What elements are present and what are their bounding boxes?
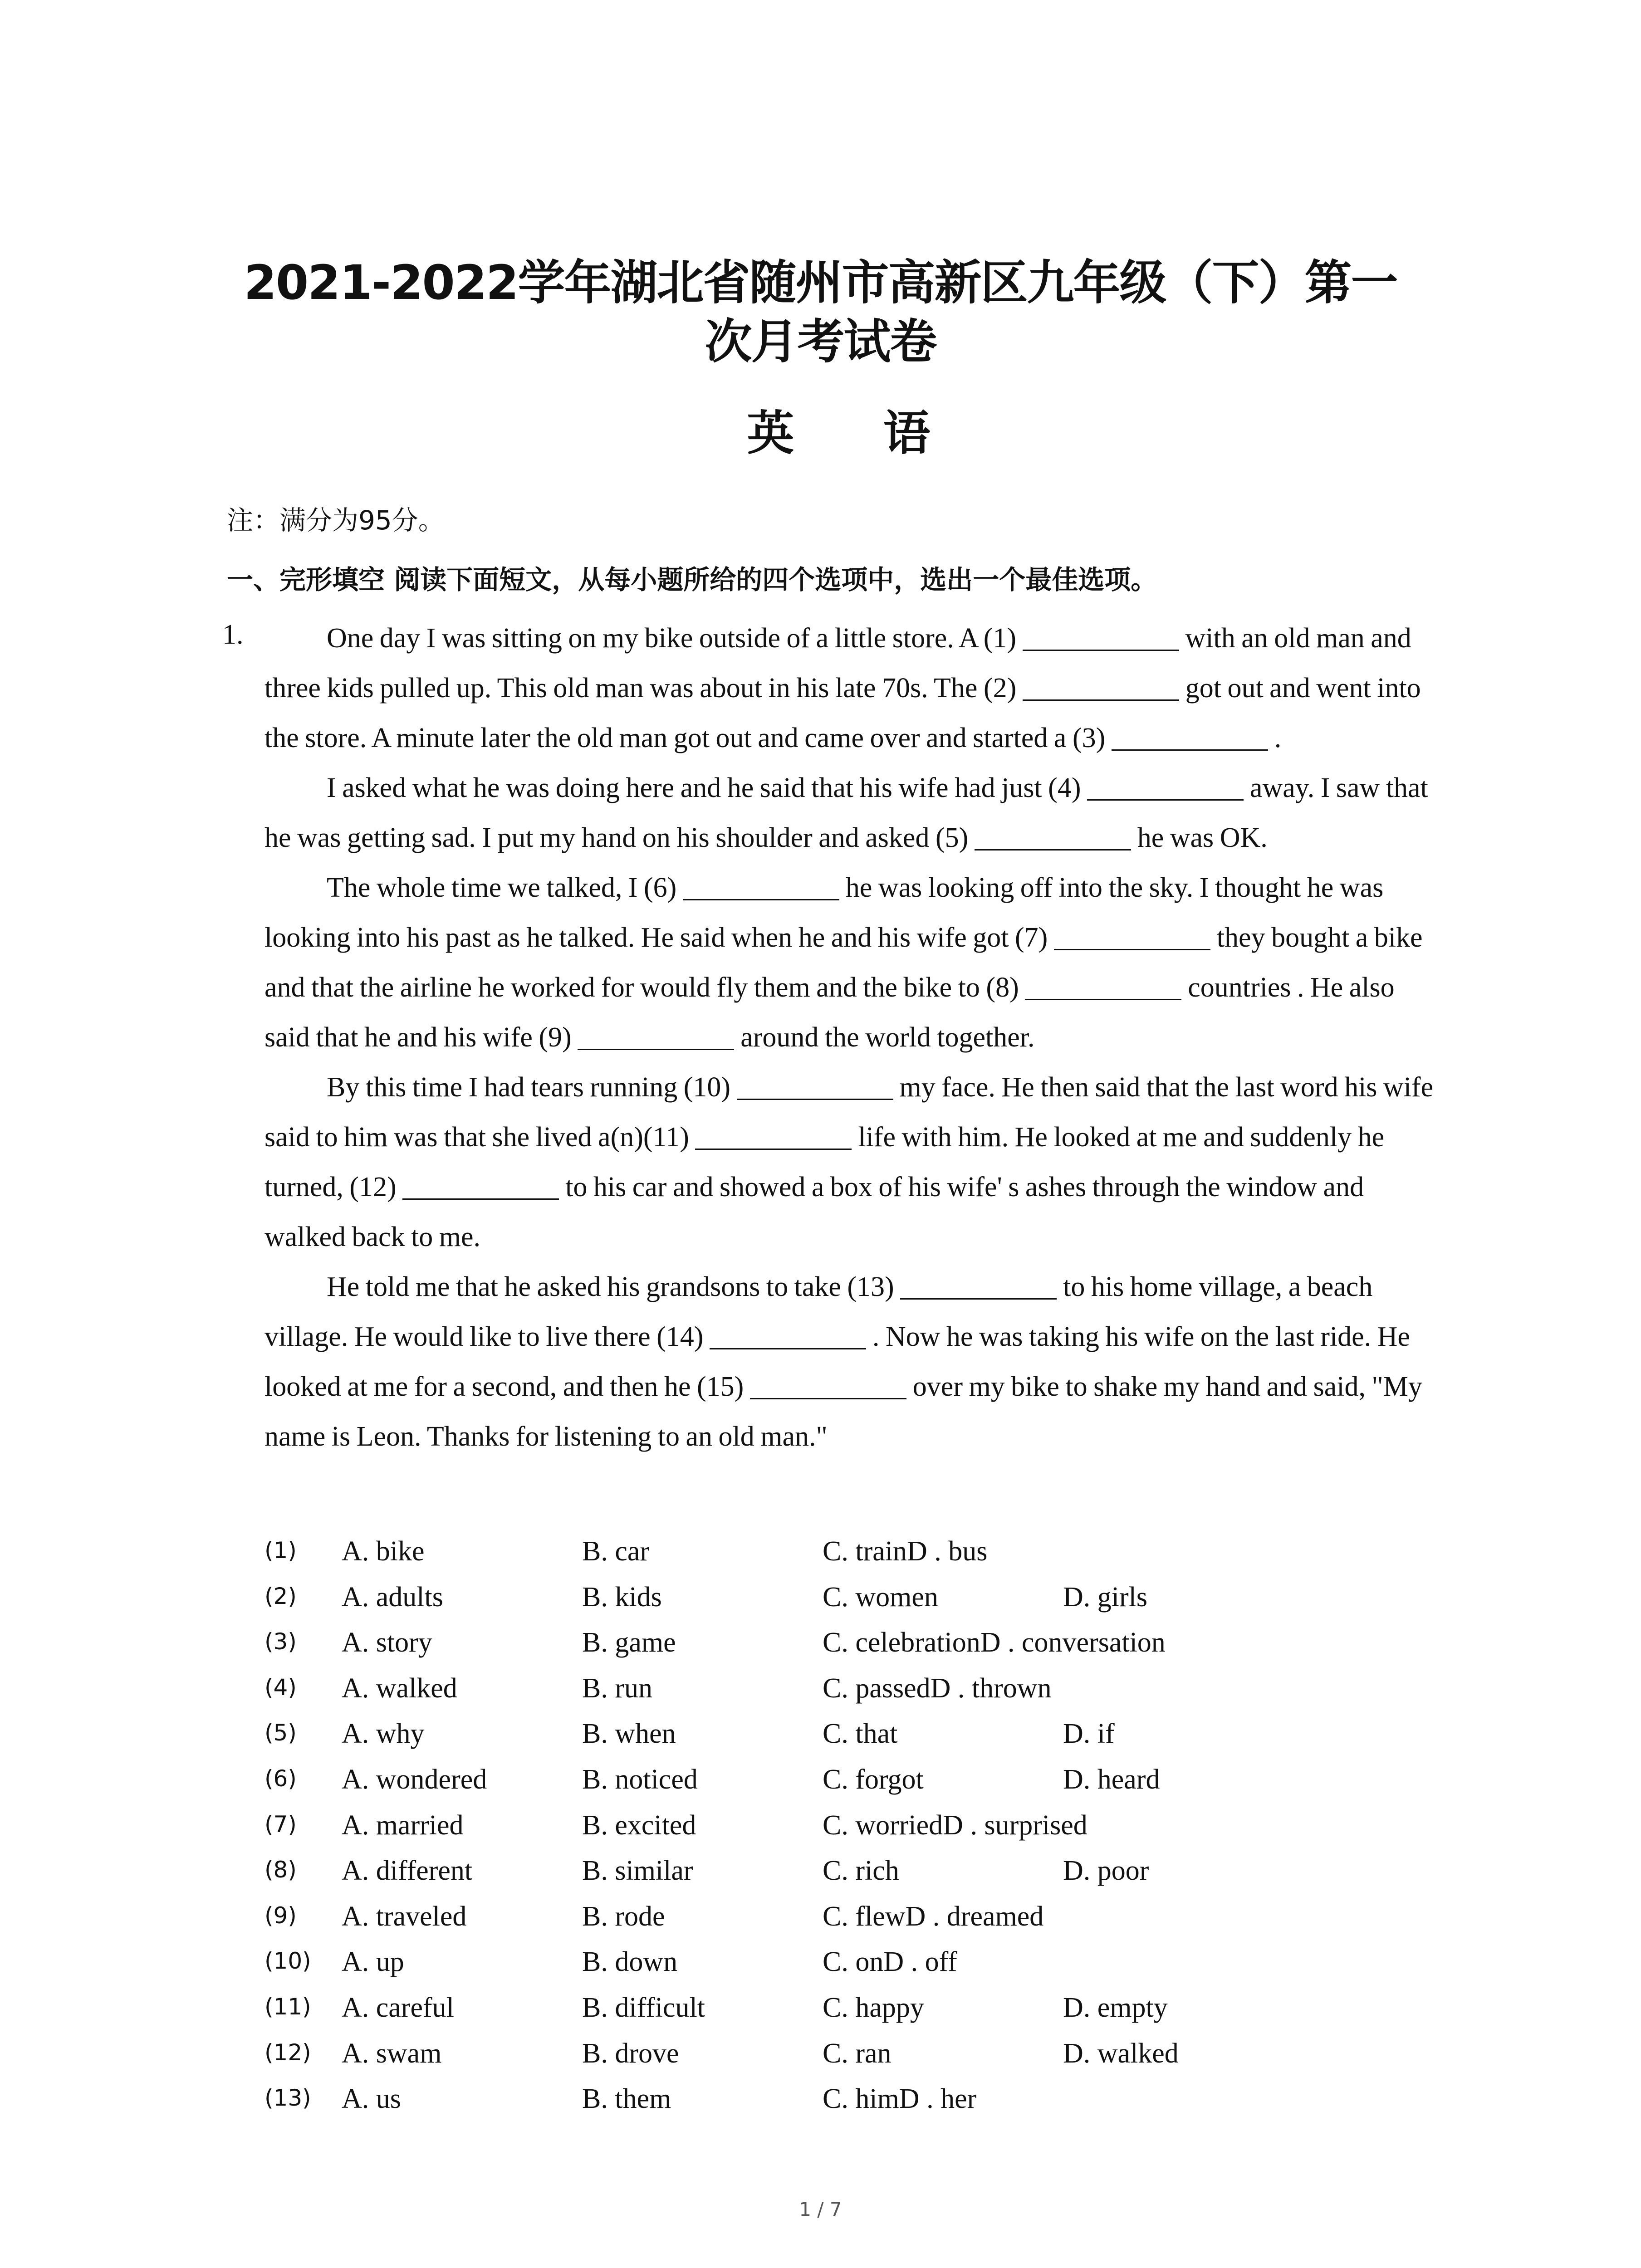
answer-blank-3[interactable] — [1112, 721, 1268, 751]
passage-text: away. I saw that he was getting sad. I put my hand on his shoulder and asked (5) — [265, 772, 1428, 853]
answer-blank-12[interactable] — [402, 1170, 559, 1200]
option-number: (9) — [265, 1902, 297, 1929]
option-a[interactable]: A. wondered — [342, 1764, 487, 1795]
answer-blank-8[interactable] — [1025, 971, 1181, 1000]
option-b[interactable]: B. down — [582, 1946, 678, 1978]
question-number: 1. — [222, 619, 244, 650]
exam-title-line2: 次月考试卷 — [705, 314, 936, 369]
option-a[interactable]: A. careful — [342, 1992, 454, 2023]
option-a[interactable]: A. adults — [342, 1581, 443, 1613]
option-b[interactable]: B. difficult — [582, 1992, 705, 2023]
option-b[interactable]: B. rode — [582, 1901, 665, 1932]
passage-text: One day I was sitting on my bike outside of a little store. A (1) — [327, 623, 1017, 654]
option-row — [265, 1535, 1399, 1581]
answer-blank-4[interactable] — [1087, 771, 1244, 801]
passage-text: over my bike to shake my hand and said, "My name is Leon. Thanks for listening to an old man." — [265, 1371, 1422, 1452]
answer-blank-13[interactable] — [900, 1270, 1057, 1300]
option-c[interactable]: C. onD . off — [823, 1946, 957, 1978]
option-row — [265, 1672, 1399, 1718]
passage-text: He told me that he asked his grandsons to take (13) — [327, 1271, 894, 1302]
option-row — [265, 1718, 1399, 1764]
option-c[interactable]: C. worriedD . surprised — [823, 1809, 1087, 1841]
option-b[interactable]: B. noticed — [582, 1764, 698, 1795]
subject-title: 英 语 — [747, 406, 967, 461]
option-number: (1) — [265, 1537, 297, 1564]
option-c[interactable]: C. himD . her — [823, 2083, 977, 2115]
option-d[interactable]: D. heard — [1063, 1764, 1160, 1795]
option-c[interactable]: C. forgot — [823, 1764, 924, 1795]
answer-blank-1[interactable] — [1023, 621, 1179, 651]
option-c[interactable]: C. flewD . dreamed — [823, 1901, 1044, 1932]
option-row — [265, 1946, 1399, 1992]
option-a[interactable]: A. up — [342, 1946, 404, 1978]
option-d[interactable]: D. walked — [1063, 2038, 1179, 2069]
passage-text: my face. He then said that the last word his wife said to him was that she lived a(n)(11) — [265, 1072, 1434, 1153]
option-d[interactable]: D. if — [1063, 1718, 1115, 1750]
option-number: (12) — [265, 2039, 311, 2066]
option-b[interactable]: B. drove — [582, 2038, 679, 2069]
passage-text: to his home village, a beach village. He would like to live there (14) — [265, 1271, 1373, 1352]
passage-text: they bought a bike and that the airline he worked for would fly them and the bike to (8) — [265, 922, 1423, 1003]
passage-paragraph — [265, 763, 1444, 863]
option-a[interactable]: A. bike — [342, 1536, 425, 1567]
answer-blank-11[interactable] — [695, 1120, 852, 1150]
option-b[interactable]: B. similar — [582, 1855, 693, 1887]
option-b[interactable]: B. them — [582, 2083, 671, 2115]
passage-text: countries . He also said that he and his wife (9) — [265, 972, 1395, 1053]
answer-blank-15[interactable] — [750, 1370, 906, 1399]
option-c[interactable]: C. women — [823, 1581, 938, 1613]
option-d[interactable]: D. empty — [1063, 1992, 1168, 2023]
option-d[interactable]: D. poor — [1063, 1855, 1149, 1887]
option-c[interactable]: C. trainD . bus — [823, 1536, 988, 1567]
answer-blank-14[interactable] — [710, 1320, 866, 1349]
option-number: (7) — [265, 1811, 297, 1838]
answer-blank-7[interactable] — [1054, 921, 1210, 950]
option-row — [265, 1901, 1399, 1946]
option-row — [265, 1764, 1399, 1809]
option-a[interactable]: A. walked — [342, 1672, 457, 1704]
passage-text: to his car and showed a box of his wife' s ashes through the window and walked back to me. — [265, 1172, 1364, 1252]
option-c[interactable]: C. passedD . thrown — [823, 1672, 1052, 1704]
answer-blank-10[interactable] — [737, 1070, 893, 1100]
option-number: (8) — [265, 1857, 297, 1883]
option-row — [265, 1855, 1399, 1901]
score-note: 注：满分为95分。 — [227, 505, 445, 536]
option-c[interactable]: C. rich — [823, 1855, 899, 1887]
passage-paragraph — [265, 1262, 1444, 1461]
passage-text: got out and went into the store. A minute later the old man got out and came over and started a (3) — [265, 673, 1421, 753]
answer-blank-9[interactable] — [578, 1021, 734, 1050]
passage-paragraph — [265, 863, 1444, 1062]
option-number: (10) — [265, 1948, 311, 1975]
option-c[interactable]: C. happy — [823, 1992, 924, 2023]
passage-text: with an old man and three kids pulled up. This old man was about in his late 70s. The (2) — [265, 623, 1411, 704]
option-c[interactable]: C. that — [823, 1718, 898, 1750]
answer-blank-2[interactable] — [1023, 671, 1179, 701]
option-a[interactable]: A. married — [342, 1809, 464, 1841]
passage-paragraph — [265, 1062, 1444, 1262]
passage-text: around the world together. — [740, 1022, 1035, 1053]
option-b[interactable]: B. game — [582, 1627, 676, 1658]
answer-blank-6[interactable] — [683, 871, 839, 900]
option-b[interactable]: B. car — [582, 1536, 650, 1567]
exam-title-line1: 2021-2022学年湖北省随州市高新区九年级（下）第一 — [244, 255, 1397, 310]
page-indicator: 1 / 7 — [799, 2198, 842, 2220]
options-list — [265, 1535, 1399, 2129]
passage-paragraph — [265, 613, 1444, 763]
option-number: (3) — [265, 1628, 297, 1655]
option-b[interactable]: B. kids — [582, 1581, 662, 1613]
option-a[interactable]: A. us — [342, 2083, 401, 2115]
passage-text: life with him. He looked at me and suddenly he turned, (12) — [265, 1122, 1385, 1202]
section-heading: 一、完形填空 阅读下面短文，从每小题所给的四个选项中，选出一个最佳选项。 — [227, 564, 1157, 595]
passage-text: The whole time we talked, I (6) — [327, 872, 677, 903]
option-a[interactable]: A. story — [342, 1627, 432, 1658]
option-number: (4) — [265, 1674, 297, 1701]
option-d[interactable]: D. girls — [1063, 1581, 1147, 1613]
passage-text: By this time I had tears running (10) — [327, 1072, 730, 1103]
option-b[interactable]: B. when — [582, 1718, 676, 1750]
option-number: (6) — [265, 1765, 297, 1792]
option-b[interactable]: B. excited — [582, 1809, 696, 1841]
option-a[interactable]: A. different — [342, 1855, 473, 1887]
option-c[interactable]: C. ran — [823, 2038, 892, 2069]
option-row — [265, 1581, 1399, 1627]
option-number: (2) — [265, 1583, 297, 1609]
option-a[interactable]: A. traveled — [342, 1901, 467, 1932]
cloze-passage — [265, 613, 1444, 1461]
passage-text: he was OK. — [1137, 822, 1268, 853]
passage-text: he was looking off into the sky. I thought he was looking into his past as he talked. He said when he and his wife got (7) — [265, 872, 1384, 953]
option-number: (5) — [265, 1720, 297, 1746]
option-row — [265, 1627, 1399, 1672]
passage-text: . — [1274, 723, 1282, 753]
option-b[interactable]: B. run — [582, 1672, 652, 1704]
option-c[interactable]: C. celebrationD . conversation — [823, 1627, 1166, 1658]
option-row — [265, 2038, 1399, 2083]
option-row — [265, 1992, 1399, 2038]
passage-text: I asked what he was doing here and he said that his wife had just (4) — [327, 772, 1081, 803]
option-a[interactable]: A. why — [342, 1718, 425, 1750]
answer-blank-5[interactable] — [975, 821, 1131, 850]
option-number: (11) — [265, 1993, 311, 2020]
option-row — [265, 1809, 1399, 1855]
option-row — [265, 2083, 1399, 2129]
passage-text: . Now he was taking his wife on the last ride. He looked at me for a second, and then he (15) — [265, 1321, 1410, 1402]
option-a[interactable]: A. swam — [342, 2038, 442, 2069]
option-number: (13) — [265, 2085, 311, 2112]
